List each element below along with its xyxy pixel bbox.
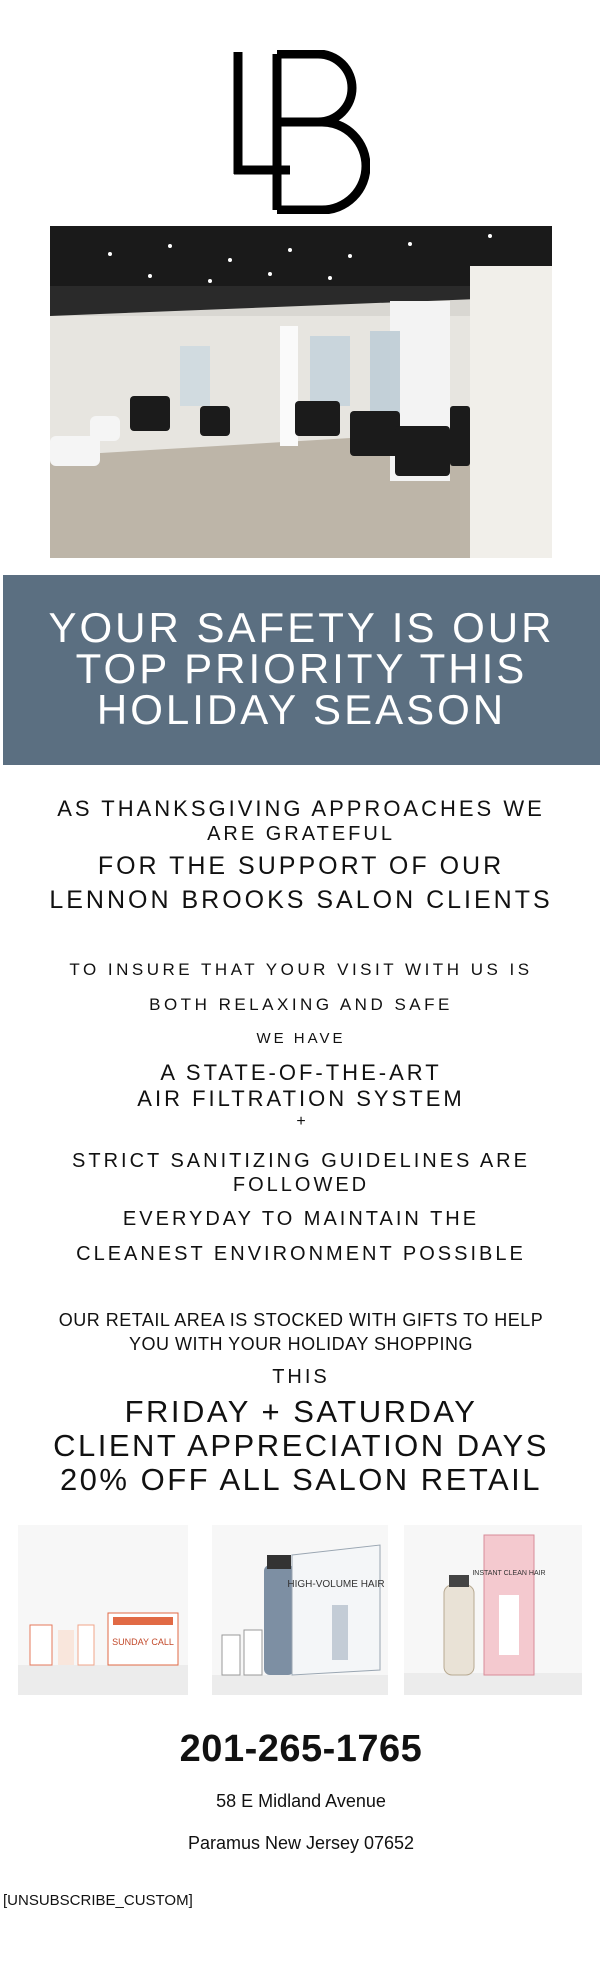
safety-line-5: AIR FILTRATION SYSTEM [137, 1086, 465, 1111]
product-image-1 [18, 1525, 188, 1695]
product-label-3: INSTANT CLEAN HAIR [472, 1570, 546, 1577]
intro-line-1: AS THANKSGIVING APPROACHES WE [57, 796, 545, 821]
retail-line-5: CLIENT APPRECIATION DAYS [53, 1428, 549, 1463]
safety-line-1: TO INSURE THAT YOUR VISIT WITH US IS [69, 960, 533, 979]
address-line-2: Paramus New Jersey 07652 [187, 1833, 415, 1853]
retail-line-6: 20% OFF ALL SALON RETAIL [59, 1462, 543, 1497]
intro-line-4: LENNON BROOKS SALON CLIENTS [49, 886, 553, 914]
unsubscribe-link[interactable]: [UNSUBSCRIBE_CUSTOM] [3, 1892, 193, 1909]
safety-line-8: EVERYDAY TO MAINTAIN THE [122, 1208, 480, 1230]
safety-plus: + [296, 1113, 306, 1130]
safety-line-2: BOTH RELAXING AND SAFE [149, 995, 453, 1014]
product-gift-set-3 [404, 1525, 582, 1695]
safety-line-4: A STATE-OF-THE-ART [160, 1060, 442, 1085]
product-gift-set-1 [18, 1525, 188, 1695]
safety-line-7: FOLLOWED [232, 1174, 370, 1196]
product-label-2: HIGH-VOLUME HAIR [287, 1579, 385, 1590]
product-label-1: SUNDAY CALL [112, 1637, 174, 1647]
safety-line-9: CLEANEST ENVIRONMENT POSSIBLE [76, 1243, 526, 1265]
retail-line-2: YOU WITH YOUR HOLIDAY SHOPPING [128, 1334, 474, 1354]
safety-banner [3, 575, 600, 765]
banner-line-3: HOLIDAY SEASON [96, 686, 507, 733]
banner-heading [3, 575, 600, 733]
retail-line-4: FRIDAY + SATURDAY [124, 1394, 478, 1429]
intro-line-2: ARE GRATEFUL [207, 823, 395, 845]
product-image-2 [212, 1525, 388, 1695]
address-line-1: 58 E Midland Avenue [216, 1791, 386, 1811]
retail-line-3: THIS [272, 1366, 330, 1388]
safety-line-6: STRICT SANITIZING GUIDELINES ARE [72, 1150, 530, 1172]
salon-interior-photo [50, 226, 552, 558]
product-image-3 [404, 1525, 582, 1695]
banner-line-1: YOUR SAFETY IS OUR [48, 604, 555, 651]
phone-number[interactable]: 201-265-1765 [179, 1728, 423, 1770]
product-gift-set-2 [212, 1525, 388, 1695]
retail-line-1: OUR RETAIL AREA IS STOCKED WITH GIFTS TO HELP [58, 1310, 544, 1330]
safety-line-3: WE HAVE [256, 1030, 346, 1047]
banner-line-2: TOP PRIORITY THIS [75, 645, 528, 692]
lb-logo [230, 50, 370, 214]
intro-line-3: FOR THE SUPPORT OF OUR [97, 852, 505, 880]
